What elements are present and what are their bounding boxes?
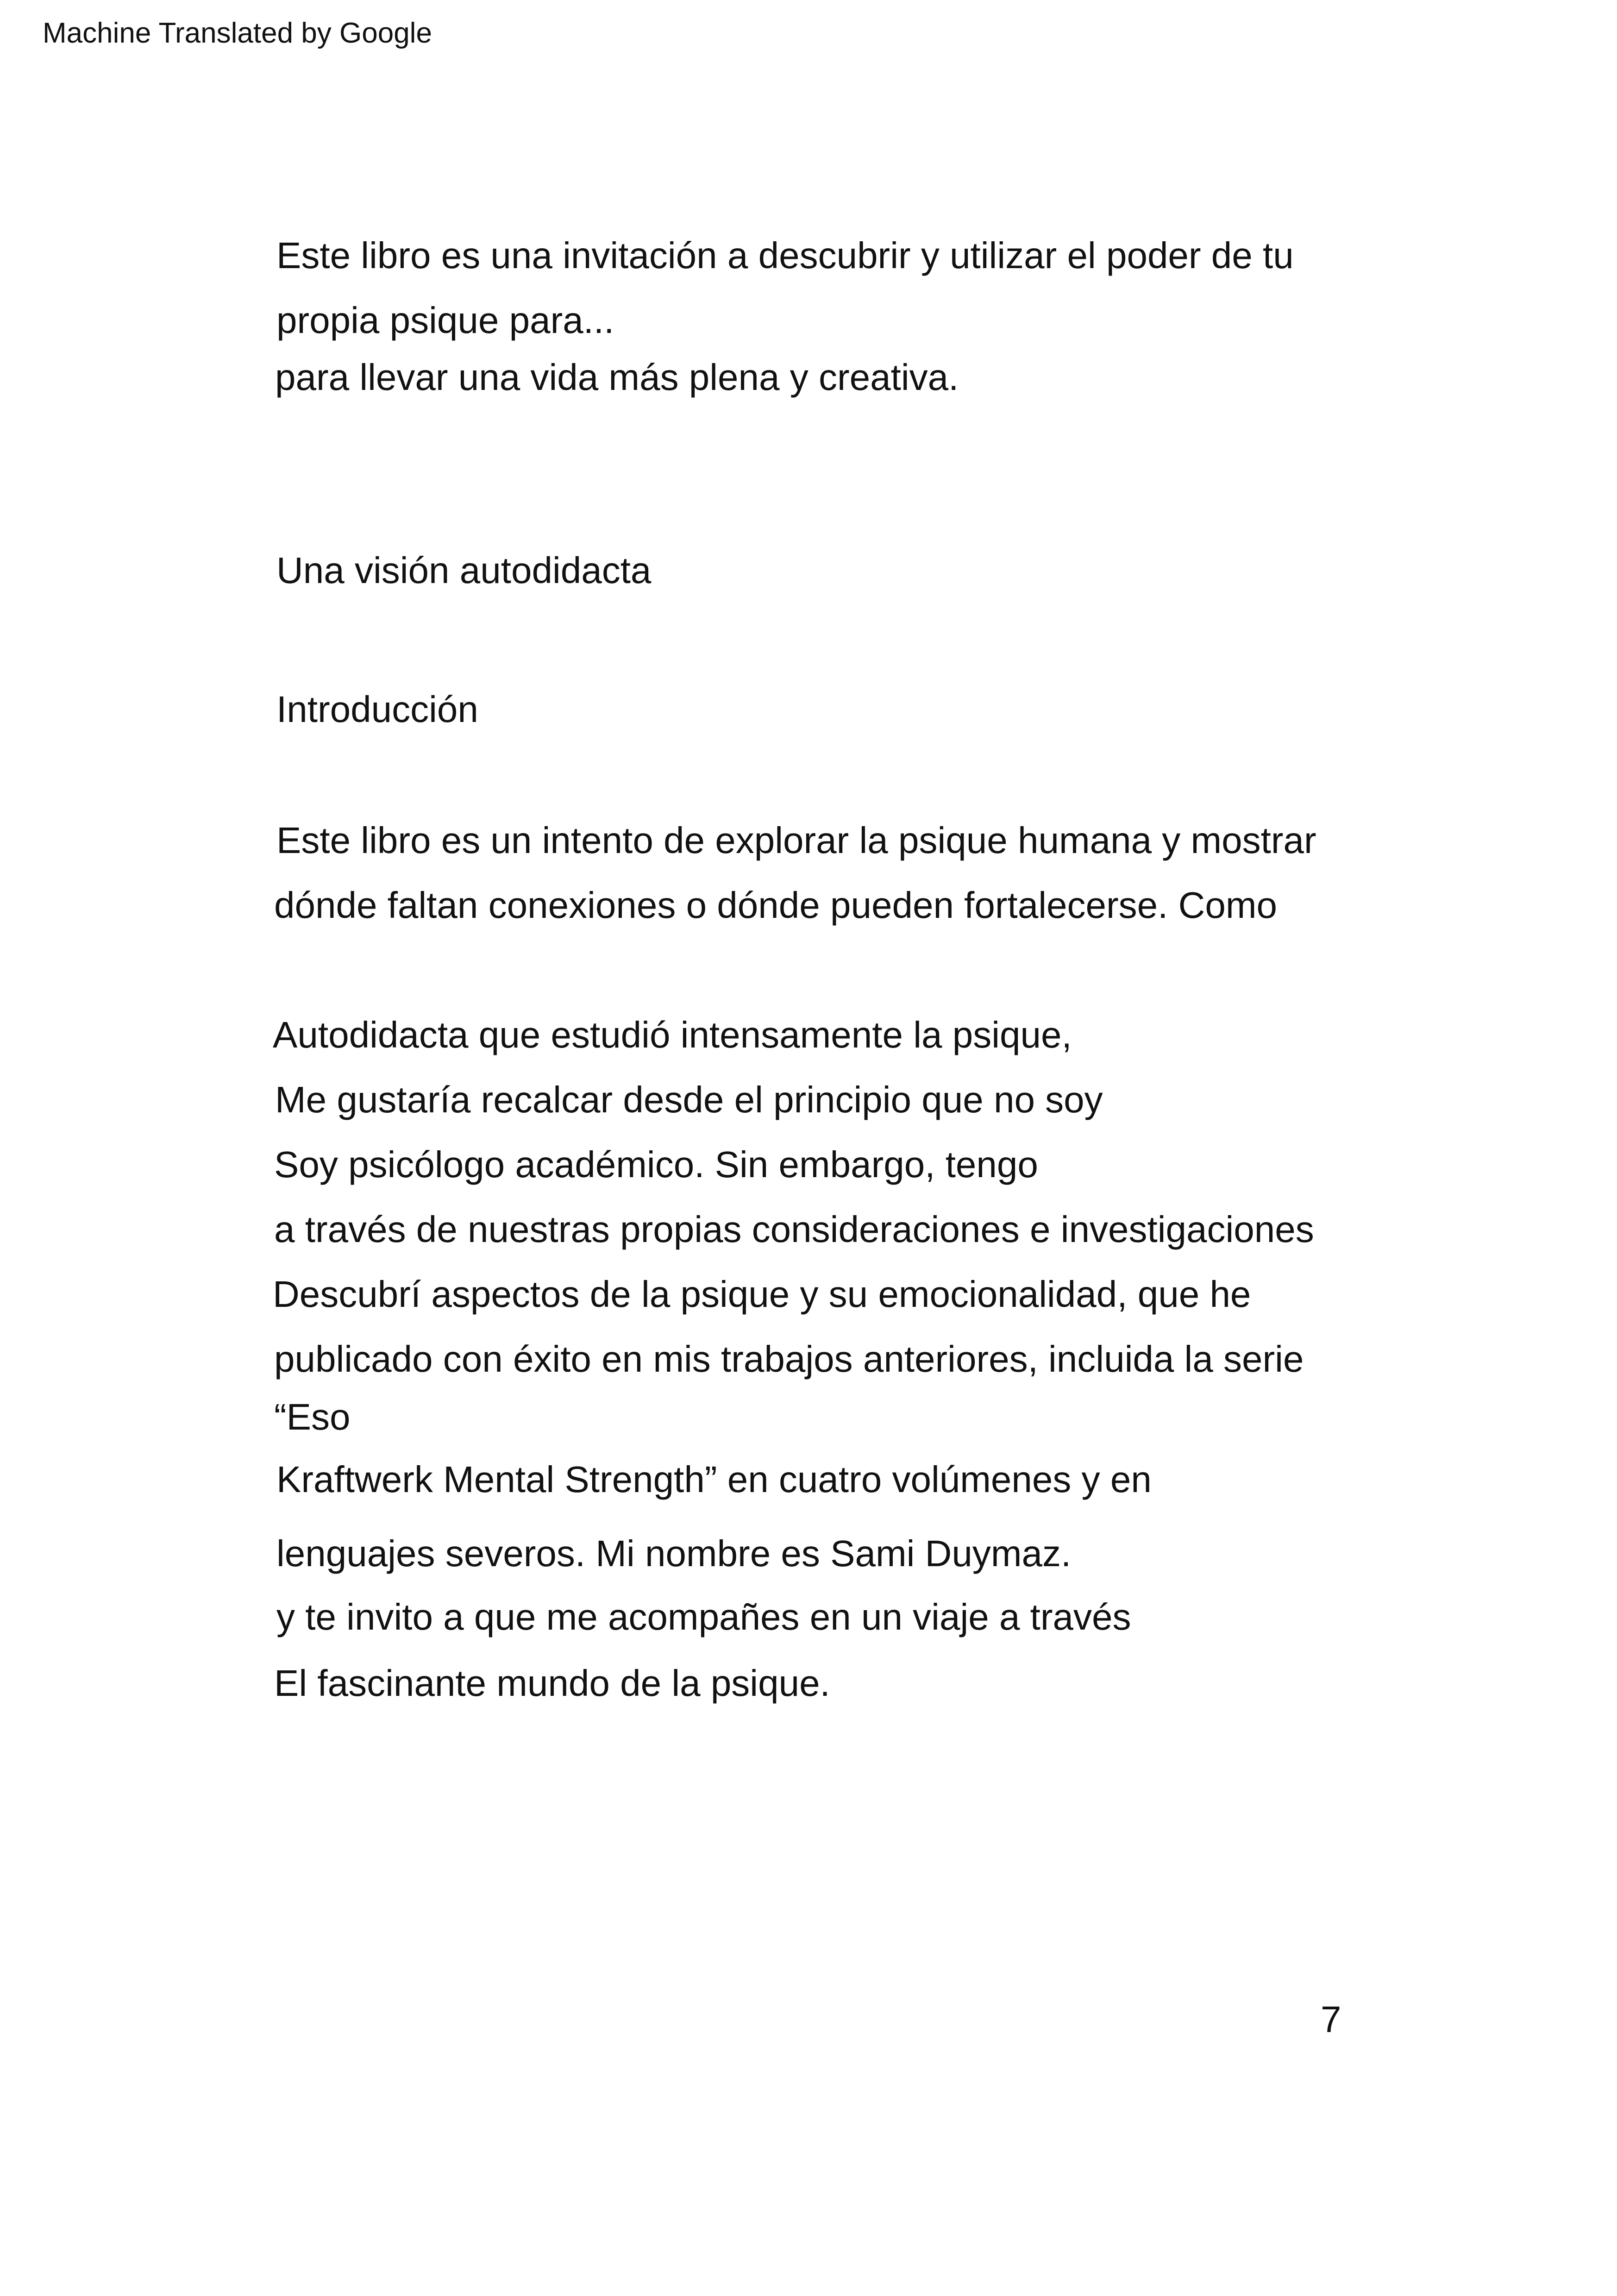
section-heading: Introducción [276,689,478,730]
paragraph-line: Descubrí aspectos de la psique y su emocionalidad, que he [273,1273,1251,1315]
paragraph-line: El fascinante mundo de la psique. [274,1662,830,1704]
paragraph-line: a través de nuestras propias consideraciones e investigaciones [274,1209,1314,1250]
paragraph-line: y te invito a que me acompañes en un viaje a través [276,1596,1131,1637]
paragraph-line: Soy psicólogo académico. Sin embargo, tengo [274,1144,1038,1185]
intro-line: para llevar una vida más plena y creativa. [275,357,959,398]
paragraph-line: Kraftwerk Mental Strength” en cuatro volúmenes y en [276,1459,1152,1500]
paragraph-line: lenguajes severos. Mi nombre es Sami Duymaz. [276,1533,1072,1574]
paragraph-line: publicado con éxito en mis trabajos anteriores, incluida la serie [274,1338,1304,1380]
paragraph-line: “Eso [274,1396,351,1437]
page-number: 7 [1321,1999,1341,2040]
subtitle: Una visión autodidacta [276,550,652,591]
paragraph-line: Autodidacta que estudió intensamente la psique, [273,1014,1072,1055]
paragraph-line: Me gustaría recalcar desde el principio que no soy [275,1079,1103,1120]
intro-line: Este libro es una invitación a descubrir y utilizar el poder de tu [276,235,1294,276]
machine-translation-banner: Machine Translated by Google [43,17,432,49]
intro-line: propia psique para... [276,300,614,341]
paragraph-line: Este libro es un intento de explorar la psique humana y mostrar [276,820,1316,861]
paragraph-line: dónde faltan conexiones o dónde pueden fortalecerse. Como [274,885,1277,926]
